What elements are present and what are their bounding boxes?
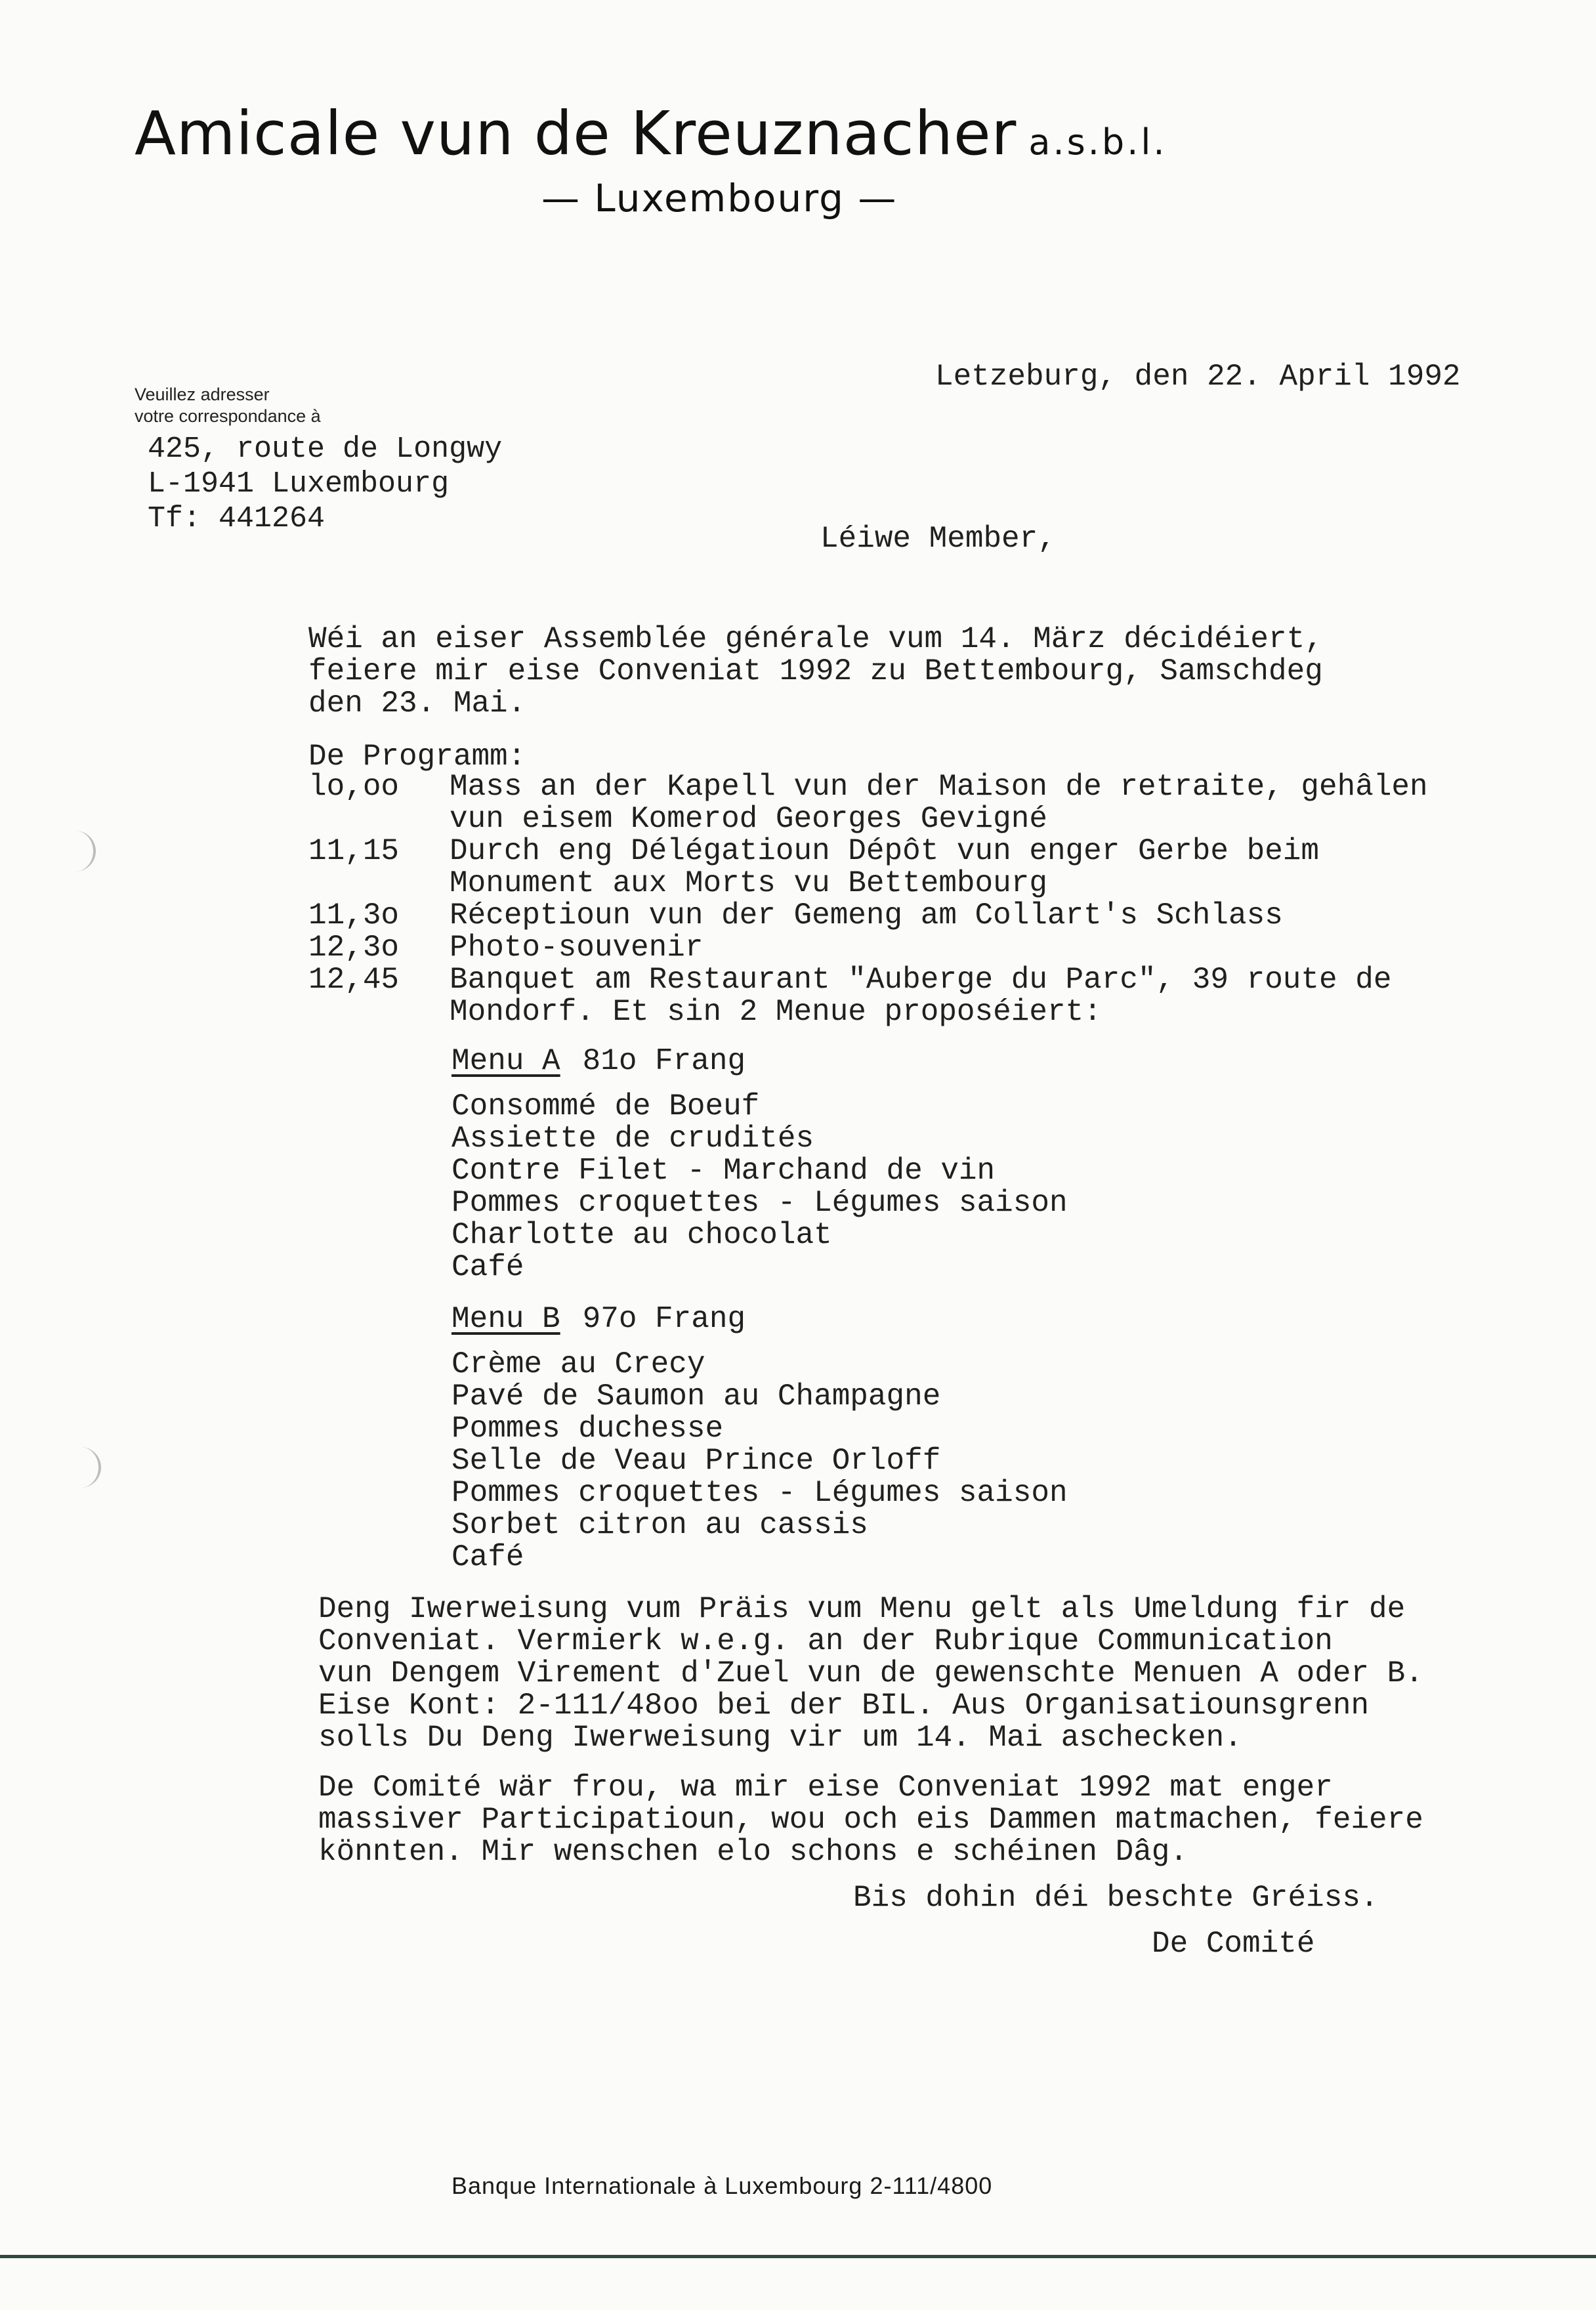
menu-a-price: 81o Frang	[582, 1044, 746, 1078]
closing-paragraph: De Comité wär frou, wa mir eise Conveniat 1992 mat enger massiver Participatioun, wou och eis Dammen matmachen, feiere könnten. Mir wenschen elo schons e schéinen Dâg.	[318, 1771, 1423, 1869]
legal-form: a.s.b.l.	[1028, 121, 1167, 163]
dateline: Letzeburg, den 22. April 1992	[935, 360, 1461, 394]
program-label: De Programm:	[308, 740, 526, 774]
menu-a	[452, 1045, 1068, 1284]
correspondence-label-line1: Veuillez adresser	[135, 385, 270, 404]
program-list	[308, 771, 1428, 1028]
menu-b	[452, 1303, 1068, 1574]
payment-paragraph: Deng Iwerweisung vum Präis vum Menu gelt als Umeldung fir de Conveniat. Vermierk w.e.g. an der Rubrique Communication vun Dengem Virement d'Zuel vun de gewenschte Menuen A oder B. Eise Kont: 2-111/48oo bei der BIL. Aus Organisatiounsgrenn solls Du Deng Iwerweisung vir um 14. Mai aschecken.	[318, 1592, 1423, 1755]
footer-bank: Banque Internationale à Luxembourg 2-111/4800	[452, 2172, 993, 2199]
menu-b-header	[452, 1303, 1068, 1335]
program-item	[308, 932, 1428, 964]
punch-hole-mark	[72, 831, 96, 872]
menu-a-item: Café	[452, 1250, 524, 1284]
program-text: Photo-souvenir	[450, 931, 704, 965]
program-time: 12,3o	[308, 931, 400, 965]
menu-b-title: Menu B	[452, 1302, 560, 1336]
menu-b-item: Crème au Crecy	[452, 1347, 705, 1381]
program-item	[308, 900, 1428, 932]
menu-a-item: Pommes croquettes - Légumes saison	[452, 1186, 1068, 1220]
org-name: Amicale vun de Kreuznacher	[135, 98, 1017, 169]
menu-b-item: Sorbet citron au cassis	[452, 1508, 868, 1542]
program-item	[308, 835, 1428, 900]
correspondence-label	[135, 384, 321, 427]
address-street: 425, route de Longwy	[148, 432, 503, 466]
menu-b-item: Pommes croquettes - Légumes saison	[452, 1476, 1068, 1510]
letterhead-city: — Luxembourg —	[541, 176, 898, 220]
menu-b-item: Café	[452, 1540, 524, 1574]
letterhead-title	[135, 98, 1167, 169]
menu-b-price: 97o Frang	[582, 1302, 746, 1336]
program-item	[308, 964, 1428, 1028]
menu-b-item: Pavé de Saumon au Champagne	[452, 1379, 941, 1414]
menu-a-item: Assiette de crudités	[452, 1122, 814, 1156]
menu-a-item: Contre Filet - Marchand de vin	[452, 1154, 996, 1188]
menu-a-header	[452, 1045, 1068, 1078]
menu-b-item: Pommes duchesse	[452, 1412, 724, 1446]
address-city: L-1941 Luxembourg	[148, 467, 450, 501]
program-text: Réceptioun vun der Gemeng am Collart's Schlass	[450, 898, 1283, 933]
program-item	[308, 771, 1428, 835]
closing-line: Bis dohin déi beschte Gréiss.	[853, 1881, 1379, 1915]
program-time: 12,45	[308, 963, 400, 997]
program-text: Mass an der Kapell vun der Maison de retraite, gehâlen vun eisem Komerod Georges Gevigné	[450, 770, 1428, 836]
salutation: Léiwe Member,	[820, 522, 1056, 556]
menu-a-title: Menu A	[452, 1044, 560, 1078]
program-text: Durch eng Délégatioun Dépôt vun enger Gerbe beim Monument aux Morts vu Bettembourg	[450, 834, 1320, 900]
signature: De Comité	[1152, 1927, 1315, 1961]
footer-rule	[0, 2255, 1596, 2258]
intro-paragraph: Wéi an eiser Assemblée générale vum 14. März décidéiert, feiere mir eise Conveniat 1992 zu Bettembourg, Samschdeg den 23. Mai.	[308, 622, 1323, 721]
menu-a-item: Consommé de Boeuf	[452, 1089, 760, 1124]
menu-a-item: Charlotte au chocolat	[452, 1218, 832, 1252]
return-address	[148, 432, 502, 536]
program-time: 11,3o	[308, 898, 400, 933]
correspondence-label-line2: votre correspondance à	[135, 406, 321, 426]
program-time: 11,15	[308, 834, 400, 868]
address-phone: Tf: 441264	[148, 502, 326, 536]
punch-hole-mark	[77, 1447, 101, 1488]
menu-b-item: Selle de Veau Prince Orloff	[452, 1444, 941, 1478]
program-text: Banquet am Restaurant "Auberge du Parc", 39 route de Mondorf. Et sin 2 Menue proposéiert:	[450, 963, 1392, 1029]
program-time: lo,oo	[308, 770, 400, 804]
